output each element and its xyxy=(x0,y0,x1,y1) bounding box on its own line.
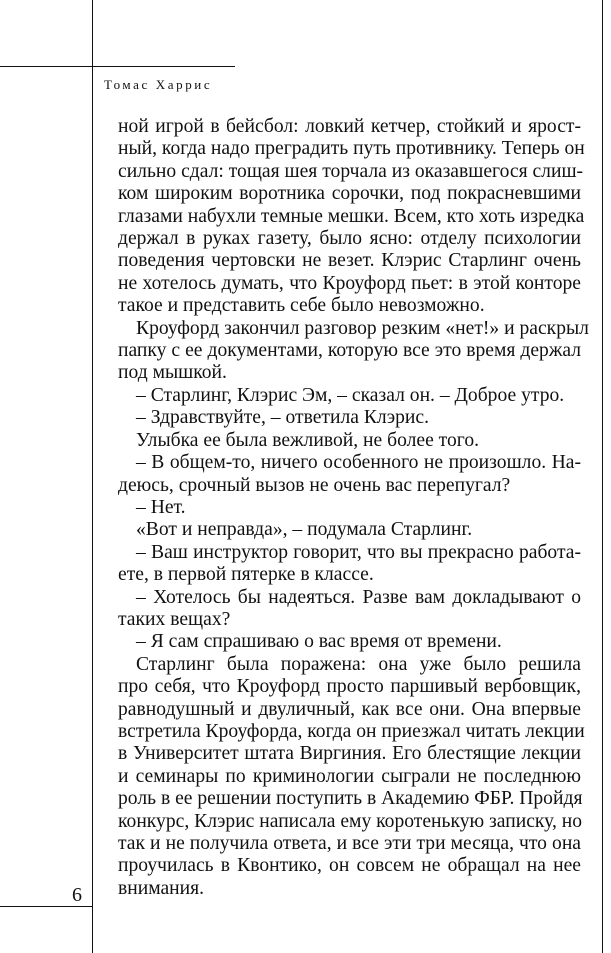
text-line: папку с ее документами, которую все это время держал xyxy=(118,340,581,362)
text-line: – Нет. xyxy=(136,496,186,518)
running-head: Томас Харрис xyxy=(104,77,213,92)
text-line: – Старлинг, Клэрис Эм, – сказал он. – Доброе утро. xyxy=(136,384,565,406)
text-line: ной игрой в бейсбол: ловкий кетчер, стойкий и ярост- xyxy=(118,116,581,137)
left-margin-rule xyxy=(92,0,93,953)
text-line: так и не получила ответа, и все эти три месяца, что она xyxy=(118,833,581,854)
header-rule xyxy=(0,66,235,67)
text-line: – Здравствуйте, – ответила Клэрис. xyxy=(136,407,429,429)
text-line: сильно сдал: тощая шея торчала из оказавшегося слиш- xyxy=(118,160,584,182)
text-line: поведения чертовски не везет. Клэрис Старлинг очень xyxy=(118,250,581,272)
text-line: Старлинг была поражена: она уже было решила xyxy=(136,653,581,675)
text-line: – Ваш инструктор говорит, что вы прекрасно работа- xyxy=(136,541,581,563)
text-line: роль в ее решении поступить в Академию ФБР. Пройдя xyxy=(118,788,583,810)
text-line: проучилась в Квонтико, он совсем не обращал на нее xyxy=(118,855,581,877)
page-number: 6 xyxy=(72,884,82,906)
text-line: под мышкой. xyxy=(118,362,227,384)
text-line: равнодушный и двуличный, как все они. Она впервые xyxy=(118,698,581,720)
text-line: такое и представить себе было невозможно. xyxy=(118,295,485,317)
text-line: – В общем-то, ничего особенного не произошло. На- xyxy=(136,452,581,474)
text-line: – Хотелось бы надеяться. Разве вам докладывают о xyxy=(136,586,581,608)
text-line: Кроуфорд закончил разговор резким «нет!» и раскрыл xyxy=(136,317,589,339)
text-line: ете, в первой пятерке в классе. xyxy=(118,564,374,586)
text-line: ком широким воротника сорочки, под покрасневшими xyxy=(118,183,581,205)
text-line: ный, когда надо преградить путь противнику. Теперь он xyxy=(118,138,585,160)
text-line: конкурс, Клэрис написала ему коротенькую записку, но xyxy=(118,810,583,832)
text-line: таких вещах? xyxy=(118,608,231,630)
text-line: и семинары по криминологии сыграли не последнюю xyxy=(118,765,581,787)
text-line: встретила Кроуфорда, когда он приезжал читать лекции xyxy=(118,720,585,742)
page-text xyxy=(118,116,589,900)
text-line: «Вот и неправда», – подумала Старлинг. xyxy=(136,519,473,541)
text-line: внимания. xyxy=(118,877,205,899)
text-line: не хотелось думать, что Кроуфорд пьет: в этой конторе xyxy=(118,272,581,294)
text-line: в Университет штата Виргиния. Его блестящие лекции xyxy=(118,743,581,765)
right-margin-rule xyxy=(602,0,603,953)
text-line: держал в руках газету, было ясно: отделу психологии xyxy=(118,228,581,250)
text-line: Улыбка ее была вежливой, не более того. xyxy=(136,429,480,451)
text-line: деюсь, срочный вызов не очень вас перепугал? xyxy=(118,474,511,496)
text-line: – Я сам спрашиваю о вас время от времени. xyxy=(136,631,502,653)
text-line: глазами набухли темные мешки. Всем, кто хоть изредка xyxy=(118,205,585,227)
text-line: про себя, что Кроуфорд просто паршивый вербовщик, xyxy=(118,676,581,698)
